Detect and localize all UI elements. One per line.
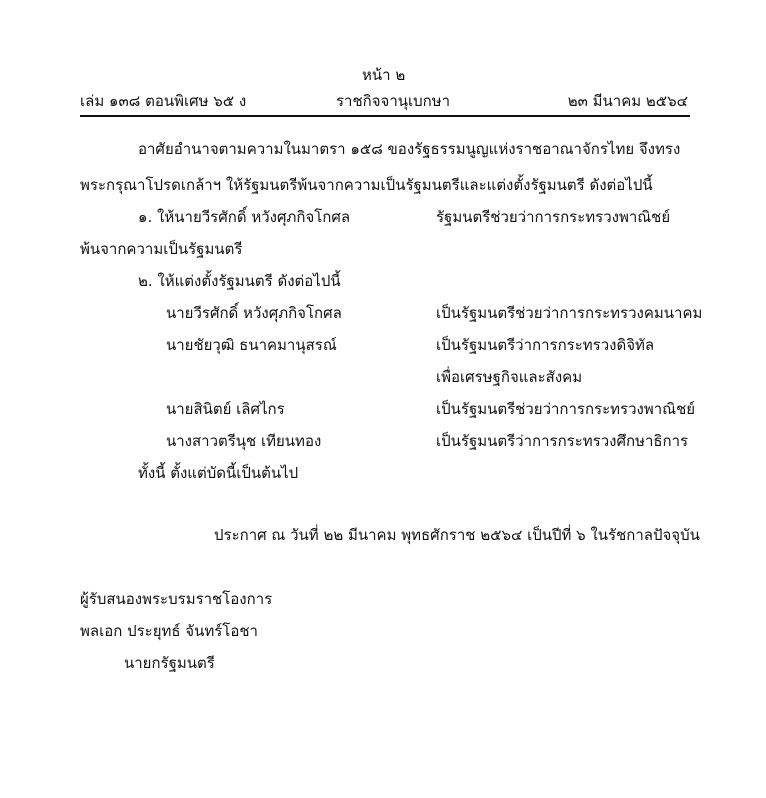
publication-date: ๒๓ มีนาคม ๒๕๖๔ xyxy=(567,92,688,110)
appointee-position: เป็นรัฐมนตรีช่วยว่าการกระทรวงพาณิชย์ xyxy=(436,400,696,418)
appointee-position: เป็นรัฐมนตรีว่าการกระทรวงดิจิทัล xyxy=(436,336,655,354)
effective-clause: ทั้งนี้ ตั้งแต่บัดนี้เป็นต้นไป xyxy=(138,464,299,482)
appointee-position: เป็นรัฐมนตรีช่วยว่าการกระทรวงคมนาคม xyxy=(436,304,703,322)
countersign-label: ผู้รับสนองพระบรมราชโองการ xyxy=(80,590,273,608)
item1-continuation: พ้นจากความเป็นรัฐมนตรี xyxy=(80,240,243,258)
header-divider xyxy=(80,115,690,117)
announcement-date: ประกาศ ณ วันที่ ๒๒ มีนาคม พุทธศักราช ๒๕๖๔ เป็นปีที่ ๖ ในรัชกาลปัจจุบัน xyxy=(214,526,700,544)
appointee-name: นายวีรศักดิ์ หวังศุภกิจโกศล xyxy=(166,304,342,322)
item1-name: ๑. ให้นายวีรศักดิ์ หวังศุภกิจโกศล xyxy=(138,208,351,226)
appointee-name: นางสาวตรีนุช เทียนทอง xyxy=(166,432,322,450)
signatory-name: พลเอก ประยุทธ์ จันทร์โอชา xyxy=(80,622,258,640)
page-number: หน้า ๒ xyxy=(362,66,406,84)
gazette-name: ราชกิจจานุเบกษา xyxy=(336,92,451,110)
intro-line-1: อาศัยอำนาจตามความในมาตรา ๑๕๘ ของรัฐธรรมนูญแห่งราชอาณาจักรไทย จึงทรง xyxy=(138,140,681,158)
appointee-name: นายสินิตย์ เลิศไกร xyxy=(166,400,285,418)
appointee-name: นายชัยวุฒิ ธนาคมานุสรณ์ xyxy=(166,336,337,354)
item2-heading: ๒. ให้แต่งตั้งรัฐมนตรี ดังต่อไปนี้ xyxy=(138,272,341,290)
volume-info: เล่ม ๑๓๘ ตอนพิเศษ ๖๕ ง xyxy=(80,92,247,110)
appointee-position: เป็นรัฐมนตรีว่าการกระทรวงศึกษาธิการ xyxy=(436,432,689,450)
appointee-position-continuation: เพื่อเศรษฐกิจและสังคม xyxy=(436,368,583,386)
signatory-title: นายกรัฐมนตรี xyxy=(124,654,215,672)
item1-position: รัฐมนตรีช่วยว่าการกระทรวงพาณิชย์ xyxy=(436,208,671,226)
intro-line-2: พระกรุณาโปรดเกล้าฯ ให้รัฐมนตรีพ้นจากความเป็นรัฐมนตรีและแต่งตั้งรัฐมนตรี ดังต่อไปนี้ xyxy=(80,176,653,194)
